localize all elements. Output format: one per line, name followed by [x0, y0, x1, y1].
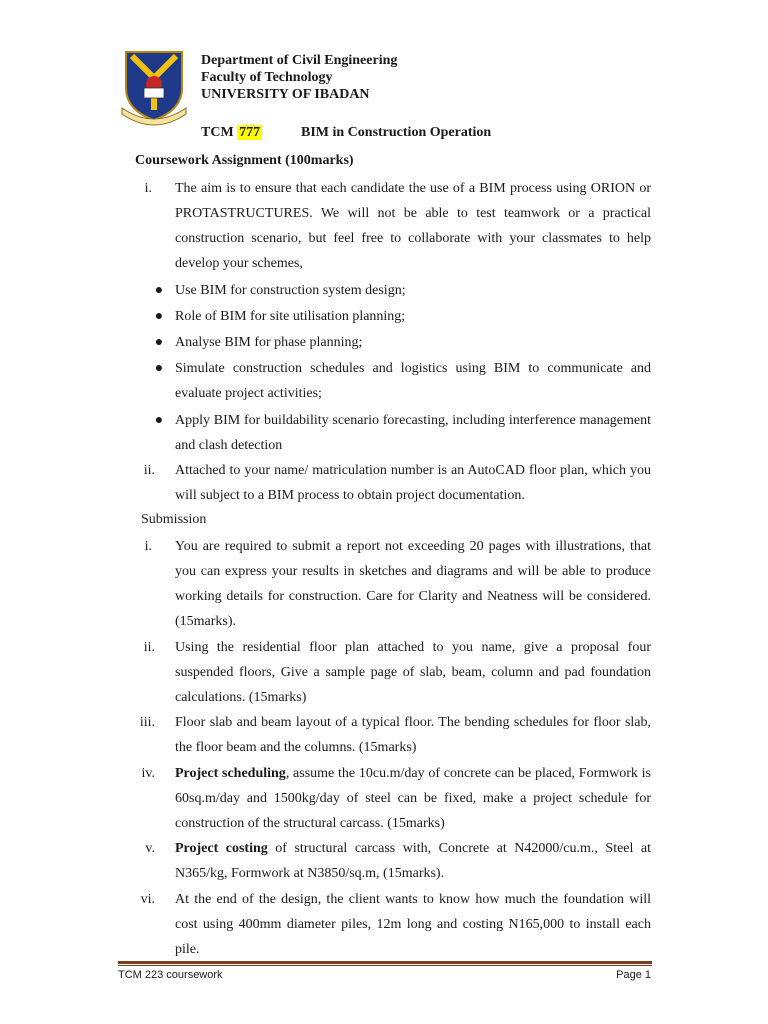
bullet-icon: ● — [154, 361, 164, 376]
bullet-text: Apply BIM for buildability scenario forecasting, including interference management and clash detection — [175, 413, 651, 453]
bullet-icon: ● — [154, 283, 164, 298]
footer-course: TCM 223 coursework — [118, 969, 223, 981]
bullet-text: Use BIM for construction system design; — [175, 283, 406, 298]
item-number: ii. — [143, 640, 155, 655]
item-text: Using the residential floor plan attached to you name, give a proposal four suspended floors, Give a sample page of slab, beam, column and pad foundation calculations. (15marks) — [175, 640, 651, 705]
item-number: iii. — [139, 715, 155, 730]
document-header — [201, 52, 397, 103]
item-number: vi. — [140, 892, 155, 907]
item-number: v. — [145, 841, 155, 856]
university-name: UNIVERSITY OF IBADAN — [201, 87, 370, 102]
submission-heading: Submission — [141, 512, 207, 527]
department-name: Department of Civil Engineering — [201, 53, 398, 68]
item-body: of structural carcass with, Concrete at N42000/cu.m., Steel at N365/kg, Formwork at N3850/sq.m, (15marks). — [175, 841, 652, 881]
item-text: At the end of the design, the client wants to know how much the foundation will cost using 400mm diameter piles, 12m long and costing N165,000 to install each pile. — [175, 892, 651, 957]
bullet-icon: ● — [154, 413, 164, 428]
footer-rule-thin — [118, 965, 652, 966]
university-crest-logo — [118, 48, 190, 126]
faculty-name: Faculty of Technology — [201, 70, 333, 85]
item-text — [175, 836, 651, 886]
item-bold-heading: Project costing — [175, 841, 268, 856]
item-text: You are required to submit a report not exceeding 20 pages with illustrations, that you can express your results in sketches and diagrams and will be able to produce working details for construction. Care for Clarity and Neatness will be considered. (15marks). — [175, 539, 651, 629]
item-text — [175, 761, 651, 836]
item-body: , assume the 10cu.m/day of concrete can be placed, Formwork is 60sq.m/day and 1500kg/day of steel can be fixed, make a project schedule for construction of the structural carcass. (15marks) — [175, 766, 651, 831]
footer-rule — [118, 961, 652, 964]
item-number: ii. — [143, 463, 155, 478]
item-bold-heading: Project scheduling — [175, 766, 286, 781]
item-text: Attached to your name/ matriculation number is an AutoCAD floor plan, which you will subject to a BIM process to obtain project documentation. — [175, 463, 651, 503]
bullet-icon: ● — [154, 309, 164, 324]
course-prefix: TCM — [201, 125, 234, 140]
bullet-text: Analyse BIM for phase planning; — [175, 335, 363, 350]
assignment-title: Coursework Assignment (100marks) — [135, 153, 354, 168]
item-number: iv. — [141, 766, 155, 781]
page-number: Page 1 — [616, 969, 651, 981]
bullet-text: Simulate construction schedules and logistics using BIM to communicate and evaluate project activities; — [175, 361, 651, 401]
bullet-text: Role of BIM for site utilisation planning; — [175, 309, 406, 324]
course-title: BIM in Construction Operation — [301, 125, 492, 140]
item-text: The aim is to ensure that each candidate the use of a BIM process using ORION or PROTASTRUCTURES. We will not be able to test teamwork or a practical construction scenario, but feel free to collaborate with your classmates to help develop your schemes, — [175, 181, 651, 271]
item-number: i. — [144, 181, 152, 196]
course-number-highlighted: 777 — [239, 125, 261, 140]
course-line — [201, 125, 492, 141]
bullet-icon: ● — [154, 335, 164, 350]
item-number: i. — [144, 539, 152, 554]
item-text: Floor slab and beam layout of a typical floor. The bending schedules for floor slab, the floor beam and the columns. (15marks) — [175, 715, 651, 755]
